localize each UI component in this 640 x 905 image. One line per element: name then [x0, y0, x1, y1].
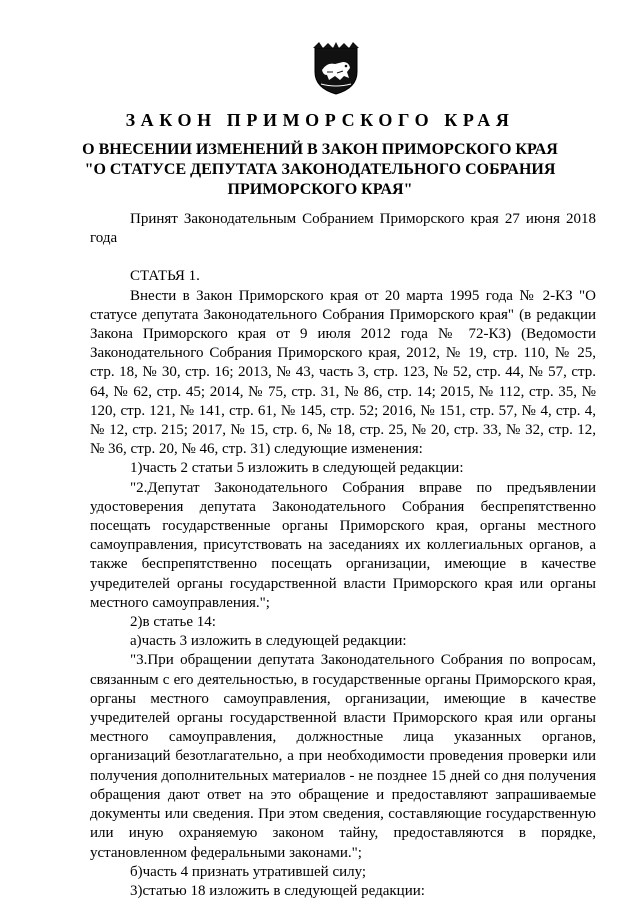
subtitle-line: ПРИМОРСКОГО КРАЯ": [227, 181, 413, 198]
article-intro: Внести в Закон Приморского края от 20 марта 1995 года № 2-КЗ "О статусе депутата Законодательного Собрания Приморского края" (в редакции Закона Приморского края от 9 июля 2012 года № 72-КЗ) (Ведомости Законодательного Собрания Приморского края, 2012, № 19, стр. 110, № 25, стр. 18, № 30, стр. 16; 2013, № 43, часть 3, стр. 123, № 52, стр. 44, № 57, стр. 64, № 62, стр. 45; 2014, № 75, стр. 31, № 86, стр. 14; 2015, № 112, стр. 35, № 120, стр. 121, № 141, стр. 61, № 145, стр. 52; 2016, № 151, стр. 57, № 4, стр. 4, № 12, стр. 215; 2017, № 15, стр. 6, № 18, стр. 25, № 20, стр. 33, № 32, стр. 12, № 36, стр. 20, № 46, стр. 31) следующие изменения:: [90, 287, 596, 458]
amendment-item-2a-text: "3.При обращении депутата Законодательного Собрания по вопросам, связанным с его деятельностью, в государственные органы Приморского края, органы местного самоуправления, организации, имеющие в качестве учредителей органы государственной власти Приморского края или органы местного самоуправления, должностные лица указанных органов, организаций безотлагательно, а при необходимости проведения проверки или получения дополнительных материалов - не позднее 15 дней со дня получения обращения дают ответ на это обращение и предоставляют запрашиваемые документы или сведения. При этом сведения, составляющие государственную или иную охраняемую законом тайну, предоставляются в порядке, установленном федеральными законами.";: [90, 652, 596, 861]
amendment-item-1-text: "2.Депутат Законодательного Собрания вправе по предъявлении удостоверения депутата Законодательного Собрания беспрепятственно посещать государственные органы Приморского края, органы местного самоуправления, присутствовать на заседаниях их коллегиальных органов, а также беспрепятственно посещать организации, имеющие в качестве учредителей органы государственной власти Приморского края или органы местного самоуправления.";: [90, 479, 596, 611]
amendment-item-2a: а)часть 3 изложить в следующей редакции:: [130, 633, 407, 650]
amendment-item-3: 3)статью 18 изложить в следующей редакции:: [130, 882, 425, 899]
document-body: [90, 210, 596, 901]
amendment-item-1: 1)часть 2 статьи 5 изложить в следующей редакции:: [130, 460, 464, 477]
amendment-item-2b: б)часть 4 признать утратившей силу;: [130, 863, 367, 880]
subtitle-line: "О СТАТУСЕ ДЕПУТАТА ЗАКОНОДАТЕЛЬНОГО СОБРАНИЯ: [84, 161, 556, 178]
coat-of-arms-icon: [313, 42, 359, 96]
law-subtitle: [0, 140, 640, 200]
adoption-statement: Принят Законодательным Собранием Приморского края 27 июня 2018 года: [90, 211, 596, 247]
article-heading: СТАТЬЯ 1.: [130, 268, 200, 285]
amendment-item-2: 2)в статье 14:: [130, 614, 216, 631]
subtitle-line: О ВНЕСЕНИИ ИЗМЕНЕНИЙ В ЗАКОН ПРИМОРСКОГО КРАЯ: [82, 141, 558, 158]
law-title: ЗАКОН ПРИМОРСКОГО КРАЯ: [125, 110, 515, 130]
